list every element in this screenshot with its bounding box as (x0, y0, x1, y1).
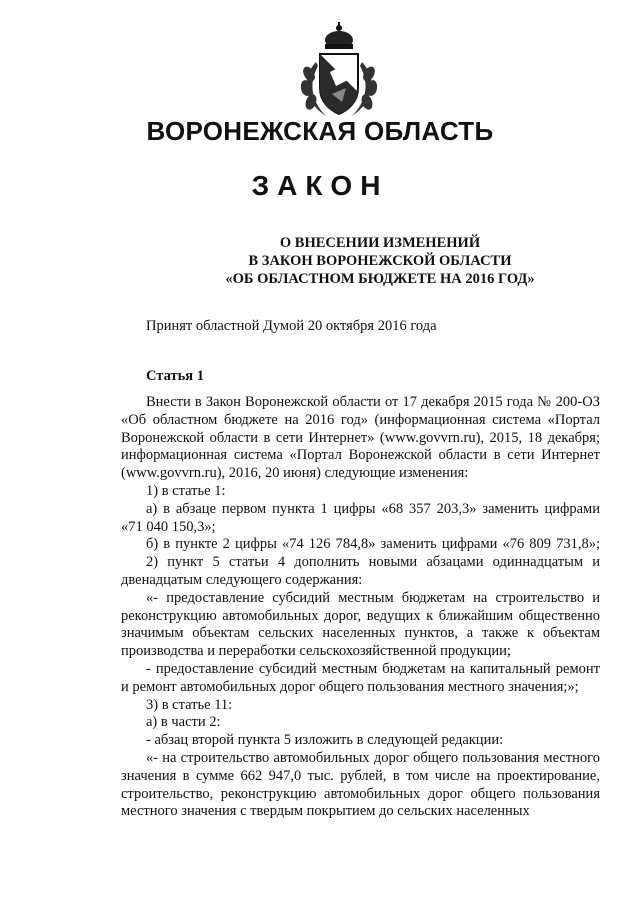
law-title-line: В ЗАКОН ВОРОНЕЖСКОЙ ОБЛАСТИ (248, 253, 512, 269)
paragraph: а) в части 2: (146, 714, 221, 731)
paragraph: 2) пункт 5 статьи 4 дополнить новыми абзацами одиннадцатым и двенадцатым следующего содержания: (121, 554, 600, 588)
paragraph: а) в абзаце первом пункта 1 цифры «68 357 203,3» заменить цифрами «71 040 150,3»; (121, 500, 600, 535)
shield-icon (320, 54, 358, 114)
region-title: ВОРОНЕЖСКАЯ ОБЛАСТЬ (146, 116, 494, 146)
law-title-line: «ОБ ОБЛАСТНОМ БЮДЖЕТЕ НА 2016 ГОД» (225, 271, 535, 287)
paragraph: «- предоставление субсидий местным бюджетам на строительство и реконструкцию автомобильных дорог, ведущих к ближайшим общественно значимым объектам сельских населенных пунктов, а также к объектам производства и переработки сельскохозяйственной продукции; (121, 589, 600, 660)
article-body (121, 394, 600, 821)
coat-of-arms-emblem (296, 22, 382, 122)
law-title (0, 234, 640, 288)
paragraph: 3) в статье 11: (146, 696, 233, 713)
adoption-date: Принят областной Думой 20 октября 2016 года (146, 318, 437, 334)
paragraph: - предоставление субсидий местным бюджетам на капитальный ремонт и ремонт автомобильных дорог общего пользования местного значения;»; (121, 660, 600, 695)
paragraph: - абзац второй пункта 5 изложить в следующей редакции: (146, 732, 504, 749)
article-heading: Статья 1 (146, 368, 204, 384)
paragraph: б) в пункте 2 цифры «74 126 784,8» заменить цифрами «76 809 731,8»; (146, 536, 600, 553)
crown-icon (325, 22, 353, 49)
law-title-line: О ВНЕСЕНИИ ИЗМЕНЕНИЙ (279, 235, 481, 251)
paragraph: Внести в Закон Воронежской области от 17 декабря 2015 года № 200-ОЗ «Об областном бюджете на 2016 год» (информационная система «Портал Воронежской области в сети Интернет» (www.govvrn.ru), 2015, 18 декабря; информационная система «Портал Воронежской области в сети Интернет (www.govvrn.ru), 2016, 20 июня) следующие изменения: (121, 394, 600, 482)
paragraph: «- на строительство автомобильных дорог общего пользования местного значения в сумме 662 947,0 тыс. рублей, в том числе на проектирование, строительство, реконструкцию автомобильных дорог общего пользования местного значения с твердым покрытием до сельских населенных (121, 749, 600, 820)
document-type: ЗАКОН (251, 170, 389, 201)
paragraph: 1) в статье 1: (146, 482, 226, 499)
